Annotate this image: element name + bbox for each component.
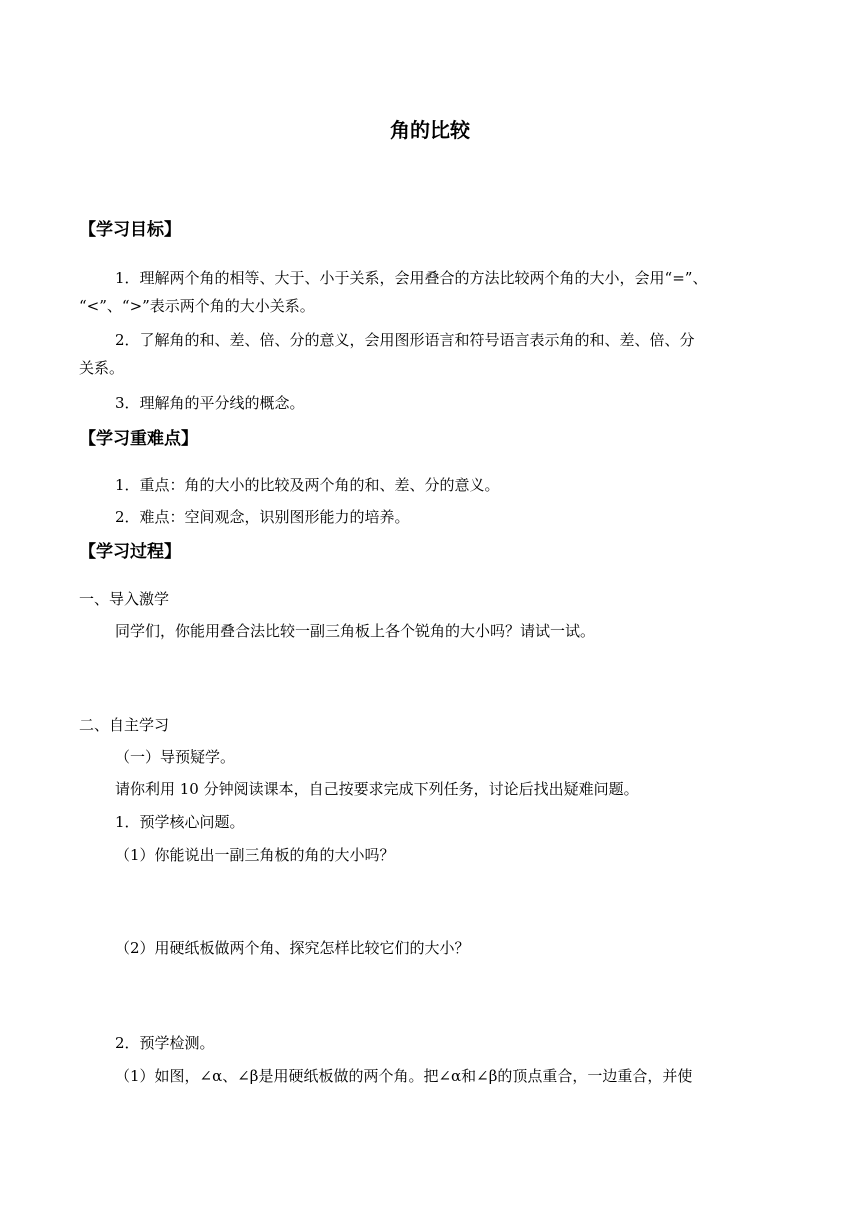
- process-part-2-heading: 二、自主学习: [79, 716, 170, 734]
- objective-item-1-line-2: “<”、“>”表示两个角的大小关系。: [79, 297, 315, 315]
- section-heading-key-points: 【学习重难点】: [79, 429, 198, 449]
- section-heading-objectives: 【学习目标】: [79, 220, 181, 240]
- process-sub-1-text: 请你利用 10 分钟阅读课本，自己按要求完成下列任务，讨论后找出疑难问题。: [115, 780, 639, 798]
- document-title: 角的比较: [390, 118, 470, 142]
- process-question-2-heading: 2．预学检测。: [115, 1034, 215, 1052]
- objective-item-3: 3．理解角的平分线的概念。: [115, 394, 305, 412]
- process-question-1-2: （2）用硬纸板做两个角、探究怎样比较它们的大小？: [115, 939, 470, 957]
- process-question-1-heading: 1．预学核心问题。: [115, 813, 245, 831]
- objective-item-2-line-2: 关系。: [79, 359, 125, 377]
- process-part-1-text: 同学们，你能用叠合法比较一副三角板上各个锐角的大小吗？请试一试。: [115, 622, 596, 640]
- process-part-1-heading: 一、导入激学: [79, 590, 170, 608]
- key-point-item-1: 1．重点：角的大小的比较及两个角的和、差、分的意义。: [115, 476, 500, 494]
- process-question-1-1: （1）你能说出一副三角板的角的大小吗？: [115, 846, 395, 864]
- process-sub-1-heading: （一）导预疑学。: [115, 748, 236, 766]
- objective-item-2-line-1: 2．了解角的和、差、倍、分的意义，会用图形语言和符号语言表示角的和、差、倍、分: [115, 331, 695, 349]
- process-question-2-1: （1）如图，∠α、∠β是用硬纸板做的两个角。把∠α和∠β的顶点重合，一边重合，并使: [115, 1067, 693, 1085]
- objective-item-1-line-1: 1．理解两个角的相等、大于、小于关系，会用叠合的方法比较两个角的大小，会用“=”、: [115, 269, 708, 287]
- section-heading-process: 【学习过程】: [79, 542, 181, 562]
- key-point-item-2: 2．难点：空间观念，识别图形能力的培养。: [115, 508, 410, 526]
